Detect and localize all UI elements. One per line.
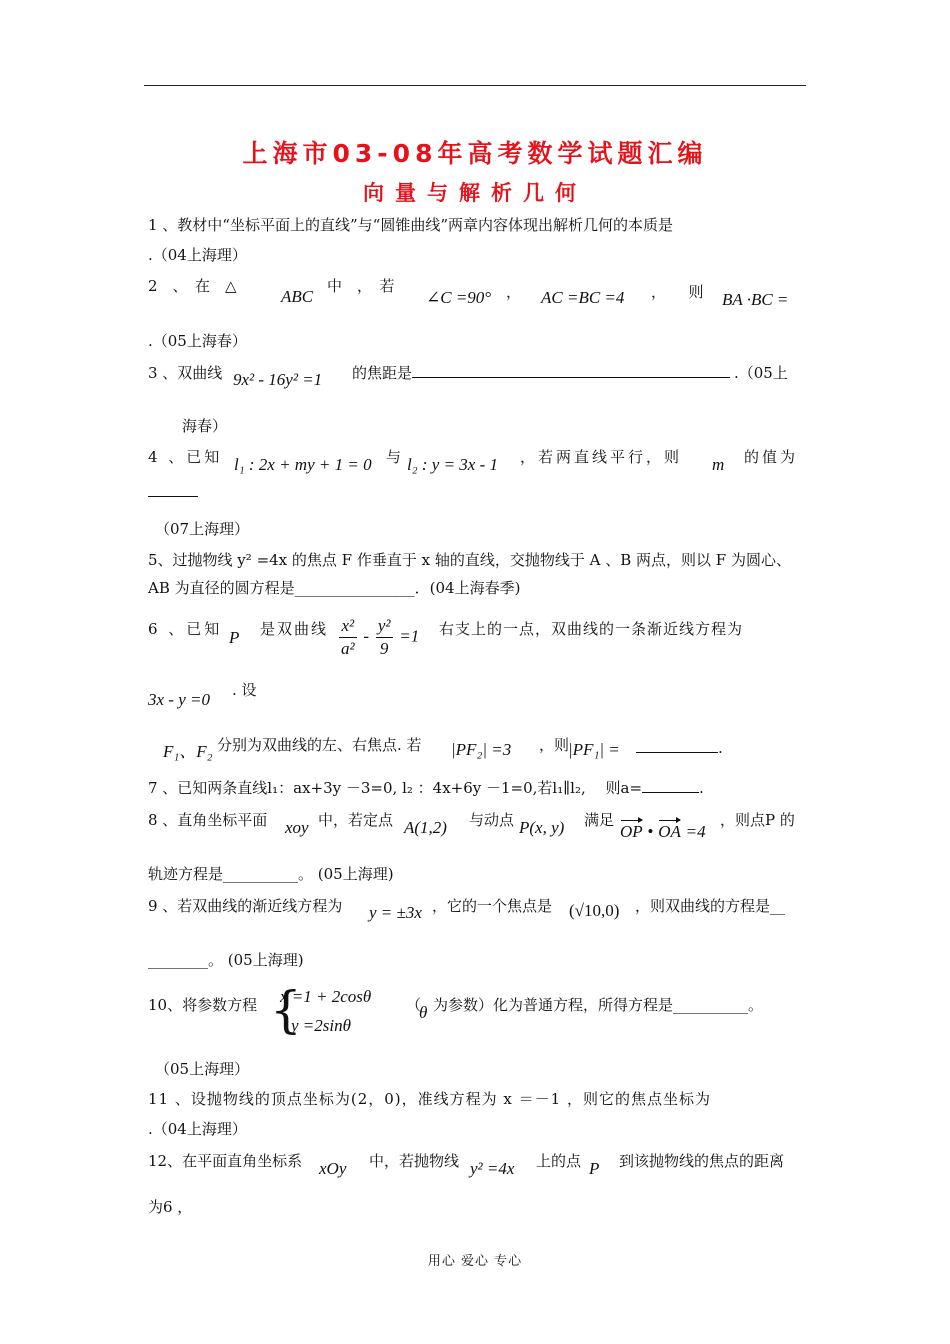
header-rule (144, 85, 806, 86)
q8-xoy: xoy (285, 818, 309, 837)
question-9: 9 、若双曲线的渐近线方程为 (148, 897, 343, 915)
q6-mid3: 分别为双曲线的左、右焦点. 若 (217, 736, 422, 754)
document-title: 上海市03-08年高考数学试题汇编 (242, 139, 708, 168)
q8-point-A: A(1,2) (404, 818, 447, 837)
q3-equation: 9x² - 16y² =1 (233, 370, 323, 389)
q3-source-1: .（05上 (734, 364, 788, 382)
question-4-source: （07上海理） (155, 520, 250, 538)
q6-mid1: 是双曲线 (260, 620, 329, 638)
q1-text: 1 、教材中“坐标平面上的直线”与“圆锥曲线”两章内容体现出解析几何的本质是 (148, 216, 673, 234)
q4-mid2: ，若两直线平行，则 (520, 448, 683, 466)
q3-blank (412, 363, 730, 378)
q6-foci: F₁、F₂ (163, 742, 213, 761)
q12-parabola: y² =4x (470, 1159, 515, 1178)
q3-mid: 的焦距是 (352, 363, 730, 383)
q2-mid1: 中 ， 若 (327, 277, 395, 295)
question-8: 8 、直角坐标平面 (148, 811, 268, 829)
q1-source: .（04上海理） (148, 246, 247, 264)
question-9-line-2: ________。 (05上海理) (148, 951, 304, 969)
question-10-source: （05上海理） (155, 1060, 250, 1078)
q6-P: P (229, 628, 240, 647)
question-5-line-1: 5、过抛物线 y² =4x 的焦点 F 作垂直于 x 轴的直线，交抛物线于 A 、B 两点，则以 F 为圆心、 (148, 551, 791, 569)
q8-mid4: ，则点P 的 (720, 811, 795, 829)
q12-xOy: xOy (319, 1159, 347, 1178)
q6-pf2: |PF₂| =3 (451, 740, 512, 759)
q12-mid2: 上的点 (536, 1152, 582, 1170)
question-12: 12、在平面直角坐标系 (148, 1152, 303, 1170)
q12-P: P (589, 1159, 600, 1178)
q4-m: m (712, 455, 725, 474)
q9-asymptote: y = ±3x (369, 903, 422, 922)
q2-equation: AC =BC =4 (541, 288, 625, 307)
question-1 (148, 215, 673, 235)
q10-eq-y: y =2sinθ (291, 1016, 351, 1035)
page-footer: 用心 爱心 专心 (427, 1254, 523, 1269)
q6-asymptote: 3x - y =0 (148, 690, 210, 709)
question-5-line-2: AB 为直径的圆方程是________________．(04上海春季) (148, 579, 521, 597)
q3-source-2: 海春） (182, 417, 228, 435)
q6-mid2: 右支上的一点，双曲线的一条渐近线方程为 (439, 620, 744, 638)
q9-post: ，则双曲线的方程是__ (635, 897, 786, 915)
q4-mid3: 的值为 (744, 448, 799, 466)
q2-dot-product: BA ·BC = (722, 290, 789, 309)
q10-brace: { (270, 981, 302, 1039)
q10-post: 为参数）化为普通方程，所得方程是__________。 (433, 996, 764, 1014)
q2-mid3: ， 则 (651, 283, 704, 301)
question-2 (148, 276, 237, 296)
q2-triangle: ABC (281, 287, 314, 306)
q9-focus: (√10,0) (569, 901, 620, 920)
question-2-source: .（05上海春） (148, 332, 247, 350)
q10-eq-x: x =1 + 2cosθ (280, 987, 372, 1006)
q12-mid3: 到该抛物线的焦点的距离 (619, 1152, 785, 1170)
q2-pre: 2 、 在 △ (148, 277, 237, 295)
q9-mid: ，它的一个焦点是 (432, 897, 553, 915)
q8-vector-eq: OP • OA =4 (620, 822, 706, 841)
question-1-source (148, 245, 247, 265)
question-7: 7 、已知两条直线l₁：ax+3y －3=0, l₂ ：4x+6y －1=0,若l₁∥l₂, 则a= . (148, 779, 704, 797)
question-12-line-2: 为6 ， (148, 1198, 193, 1216)
q6-pf1: |PF₁| = (568, 740, 620, 759)
q6-mid4: ，则 (539, 736, 570, 754)
q4-line1: l₁ : 2x + my + 1 = 0 (234, 455, 372, 474)
q2-angle: ∠C =90° (426, 288, 492, 307)
q6-blank: . (636, 738, 723, 758)
question-11: 11 、设抛物线的顶点坐标为(2，0)，准线方程为 x ＝－1 ，则它的焦点坐标为 (148, 1090, 711, 1108)
document-subtitle: 向量与解析几何 (363, 181, 587, 205)
q10-theta: θ (419, 1003, 428, 1022)
q6-frac-2: $\frac{\text{y²}}{9}$ (377, 616, 391, 658)
question-10: 10、将参数方程 (148, 996, 258, 1014)
question-6: 6 、已知 (148, 620, 223, 638)
q8-mid2: 与动点 (469, 811, 515, 829)
question-11-source: .（04上海理） (148, 1120, 247, 1138)
q10-mid: （ (406, 996, 422, 1014)
question-4: 4 、已知 (148, 448, 223, 466)
q6-frac-1: $\frac{\text{x²}}{\text{a²}}$ (341, 616, 355, 658)
q8-point-P: P(x, y) (519, 818, 565, 837)
question-3: 3 、双曲线 (148, 364, 223, 382)
q4-line2: l₂ : y = 3x - 1 (407, 455, 499, 474)
q8-mid1: 中，若定点 (318, 811, 394, 829)
q2-mid2: ， (506, 283, 522, 301)
q12-mid1: 中，若抛物线 (369, 1152, 460, 1170)
q4-mid1: 与 (386, 448, 402, 466)
q8-mid3: 满足 (584, 811, 615, 829)
q6-hyperbola: $\frac{\text{x²}}{\text{a²}}$ - $\frac{\text{y²}}{9}$ =1 (341, 616, 420, 658)
q6-set: . 设 (232, 681, 257, 699)
q4-blank (148, 482, 198, 502)
question-8-line-2: 轨迹方程是__________。 (05上海理) (148, 865, 394, 883)
